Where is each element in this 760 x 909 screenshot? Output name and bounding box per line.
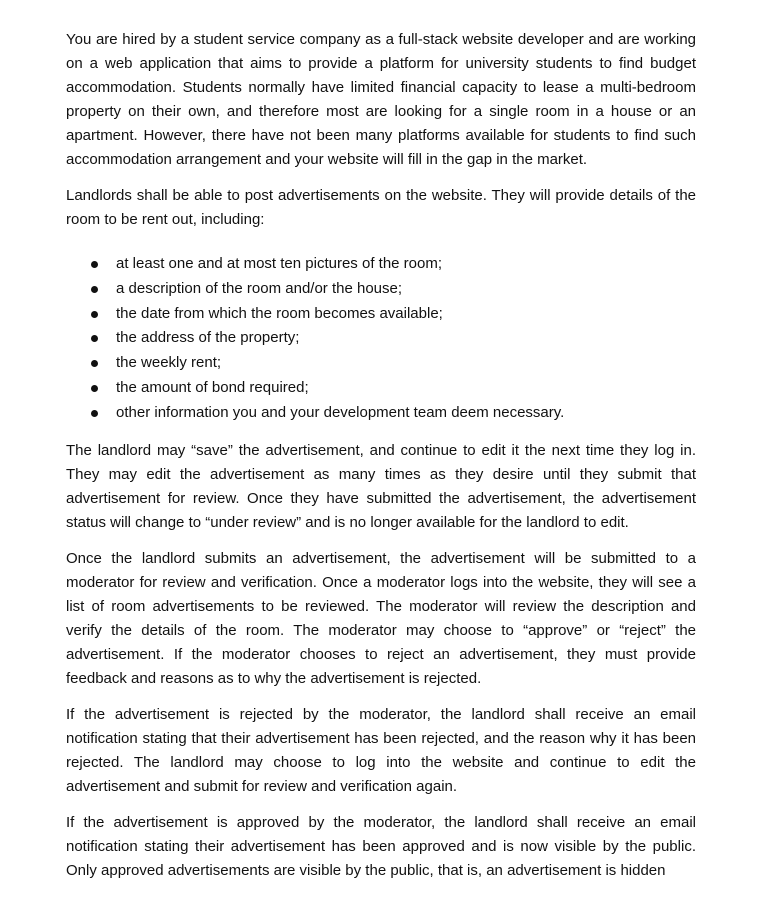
- bullet-icon: [91, 410, 98, 417]
- list-item: [66, 401, 696, 426]
- bullet-icon: [91, 261, 98, 268]
- paragraph-intro: You are hired by a student service company as a full-stack website developer and are working on a web application that aims to provide a platform for university students to find budget accommodation. Students normally have limited financial capacity to lease a multi-bedroom property on their own, and therefore most are looking for a single room in a house or an apartment. However, there have not been many platforms available for students to find such accommodation arrangement and your website will fill in the gap in the market.: [66, 31, 696, 168]
- bullet-icon: [91, 335, 98, 342]
- paragraph-approved: If the advertisement is approved by the moderator, the landlord shall receive an email notification stating their advertisement has been approved and is now visible by the public. Only approved advertisements are visible by the public, that is, an advertisement is hidden: [66, 813, 696, 879]
- room-details-list: [66, 252, 696, 426]
- list-item-text: at least one and at most ten pictures of the room;: [116, 255, 443, 272]
- list-item-text: the amount of bond required;: [116, 378, 309, 396]
- bullet-icon: [91, 286, 98, 293]
- list-item-text: the date from which the room becomes available;: [116, 304, 443, 322]
- list-item: [66, 252, 696, 277]
- bullet-icon: [91, 311, 98, 318]
- paragraph-rejected: If the advertisement is rejected by the moderator, the landlord shall receive an email notification stating that their advertisement has been rejected, and the reason why it has been rejected. The landlord may choose to log into the website and continue to edit the advertisement and submit for review and verification again.: [66, 705, 696, 795]
- list-item: [66, 351, 696, 376]
- list-item-text: a description of the room and/or the house;: [116, 279, 403, 297]
- paragraph-save-edit: The landlord may “save” the advertisement, and continue to edit it the next time they log in. They may edit the advertisement as many times as they desire until they submit that advertisement for review. Once they have submitted the advertisement, the advertisement status will change to “under review” and is no longer available for the landlord to edit.: [66, 441, 696, 531]
- list-item: [66, 326, 696, 351]
- document-page: [66, 28, 696, 895]
- paragraph-landlord-details: Landlords shall be able to post advertisements on the website. They will provide details of the room to be rent out, including:: [66, 187, 696, 228]
- list-item: [66, 376, 696, 401]
- list-item-text: other information you and your development team deem necessary.: [116, 403, 565, 421]
- list-item: [66, 277, 696, 302]
- list-item: [66, 302, 696, 327]
- list-item-text: the address of the property;: [116, 329, 300, 347]
- paragraph-moderator-review: Once the landlord submits an advertisement, the advertisement will be submitted to a moderator for review and verification. Once a moderator logs into the website, they will see a list of room advertisements to be reviewed. The moderator will review the description and verify the details of the room. The moderator may choose to “approve” or “reject” the advertisement. If the moderator chooses to reject an advertisement, they must provide feedback and reasons as to why the advertisement is rejected.: [66, 549, 696, 687]
- room-details-list-wrapper: [66, 244, 696, 426]
- bullet-icon: [91, 360, 98, 367]
- list-item-text: the weekly rent;: [116, 354, 222, 372]
- bullet-icon: [91, 385, 98, 392]
